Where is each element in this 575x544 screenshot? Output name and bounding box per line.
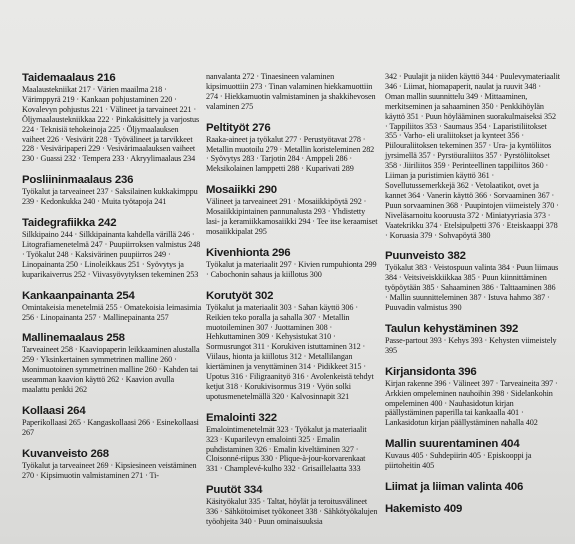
section-contents: Paperikollaasi 265 · Kangaskollaasi 266 · Esinekollaasi 267 bbox=[22, 417, 199, 437]
index-entry bbox=[385, 323, 560, 356]
index-entry bbox=[22, 217, 203, 280]
section-heading: Puunveisto 382 bbox=[385, 250, 466, 263]
section-contents: Silkkipaino 244 · Silkkipainanta kahdella värillä 246 · Litografiamenetelmä 247 · Puupiirroksen valmistus 248 · Työkalut 248 · Kaksivärinen puupiirros 249 · Linopainanta 250 · Linoleikkaus 251 · Syövytys ja kuparikaiverrus 252 · Viivasyövytyksen tekeminen 253 bbox=[22, 230, 201, 279]
index-entry bbox=[206, 72, 378, 112]
section-heading: Kuvanveisto 268 bbox=[22, 447, 109, 460]
section-contents: Maalaustekniikat 217 · Värien maailma 218 · Värimppyrä 219 · Kankaan pohjustaminen 220 · Kovalevyn pohjustus 221 · Välineet ja tarvaineet 221 · Öljymaalaustekniikkaa 222 · Pinkakäsittely ja varjostus 224 · Teknisiä tehokeinoja 225 · Öljymaalauksen vaiheet 226 · Vesivärit 228 · Työvälineet ja tarvikkeet 228 · Vesiväripaperi 229 · Vesivärimaalauksen vaiheet 230 · Guassi 232 · Tempera 233 · Akryylimaalaus 234 bbox=[22, 85, 200, 164]
index-column-1 bbox=[22, 72, 203, 544]
index-entry bbox=[206, 412, 378, 475]
section-contents: Tarveaineet 258 · Kaaviopaperin leikkaaminen alustalla 259 · Yksinkertainen symmetrinen malline 260 · Monimuotoinen symmetrinen malline 260 · Kahden tai useamman kaavion käyttö 262 · Kaavion avulla maalattu penkki 262 bbox=[22, 345, 200, 395]
index-entry bbox=[22, 174, 203, 207]
section-heading: Mallinemaalaus 258 bbox=[22, 332, 125, 345]
section-heading: Kollaasi 264 bbox=[22, 404, 86, 417]
index-entry bbox=[22, 72, 203, 164]
section-heading: Mosaiikki 290 bbox=[206, 184, 277, 197]
section-heading: Kankaanpainanta 254 bbox=[22, 289, 135, 302]
section-heading: Peltityöt 276 bbox=[206, 121, 271, 134]
section-contents: nanvalanta 272 · Tinaesineen valaminen kipsimuottiin 273 · Tinan valaminen hiekkamuottiin 274 · Hiekkamuotin valmistaminen ja shakkihevosen valaminen 275 bbox=[206, 72, 376, 111]
index-entry bbox=[22, 405, 203, 438]
index-entry bbox=[22, 290, 203, 323]
section-heading: Posliininmaalaus 236 bbox=[22, 174, 134, 187]
section-contents: Emalointimenetelmät 323 · Työkalut ja materiaalit 323 · Kuparilevyn emalointi 325 · Emalin puhdistaminen 326 · Emalin kiveltäminen 327 · Cloisonné-riipus 330 · Plique-à-jour-korvarenkaat 331 · Champlevé-kulho 332 · Grisaillelaatta 333 bbox=[206, 424, 367, 474]
section-contents: Välineet ja tarveaineet 291 · Mosaiikkipöytä 292 · Mosaiikkipintainen pannunalusta 293 · Yhdistetty lasi- ja keramiikkamosaiikki 294 · Tee itse keraamiset mosaiikkipalat 295 bbox=[206, 197, 378, 236]
section-heading: Liimat ja liiman valinta 406 bbox=[385, 481, 524, 494]
section-heading: Emalointi 322 bbox=[206, 411, 277, 424]
section-heading: Mallin suurentaminen 404 bbox=[385, 438, 520, 451]
index-entry bbox=[206, 484, 378, 527]
section-heading: Taidemaalaus 216 bbox=[22, 72, 116, 84]
section-contents: Kuvaus 405 · Suhdepiirin 405 · Episkooppi ja piirtoheitin 405 bbox=[385, 451, 532, 471]
index-column-3 bbox=[385, 72, 560, 544]
section-heading: Korutyöt 302 bbox=[206, 289, 274, 302]
index-entry bbox=[206, 184, 378, 237]
index-entry bbox=[206, 247, 378, 280]
section-contents: Käsityökalut 335 · Taltat, höylät ja teroitusvälineet 336 · Sähkötoimiset työkoneet 338 · Sähkötyökalujen työohjeita 340 · Puun ominaisuuksia bbox=[206, 497, 378, 527]
index-entry bbox=[206, 122, 378, 175]
index-entry bbox=[22, 332, 203, 395]
index-entry bbox=[22, 448, 203, 481]
section-heading: Kirjansidonta 396 bbox=[385, 365, 477, 378]
section-contents: Kirjan rakenne 396 · Välineet 397 · Tarveaineita 397 · Arkkien ompeleminen nauhoihin 398 · Sidelankohin ompeleminen 400 · Nauhasidotun kirjan päällystäminen paperilla tai kankaalla 401 · Lankasidotun kirjan päällystäminen nahalla 402 bbox=[385, 378, 558, 428]
index-entry bbox=[385, 438, 560, 471]
section-contents: Työkalut ja materiaalit 297 · Kivien rumpuhionta 299 · Cabochonin sahaus ja kiillotus 300 bbox=[206, 259, 377, 279]
section-heading: Taidegrafiikka 242 bbox=[22, 217, 117, 230]
section-contents: 342 · Puulajit ja niiden käyttö 344 · Puulevymateriaalit 346 · Liimat, hiomapaperit, naulat ja ruuvit 348 · Oman mallin suunnittelu 349 · Mittaaminen, merkitseminen ja sahaaminen 350 · Penkkihöylän käyttö 351 · Puun höylääminen suorakulmaiseksi 352 · Tappiliitos 353 · Saumaus 354 · Laparistiliitokset 355 · Varho- eli uraliitokset ja kynteet 356 · Piilouraliitoksen tekeminen 357 · Ura- ja kyntöliitos jyrsimellä 357 · Pyrstöuraliitos 357 · Pyrstöliitokset 358 · Jiiriliitos 359 · Perinteellinen tappiliitos 360 · Liiman ja puristimien käyttö 361 · Sovellutussemerkkejä 362 · Vetolaatikot, ovet ja kannet 364 · Vanerin käyttö 366 · Sorvaaminen 367 · Puun sorvaaminen 368 · Puupintojen viimeistely 370 · Niveläsarnoitu kooruusta 372 · Miniatyyriasia 373 · Vaatekrikku 374 · Etelsipulpetti 376 · Eteiskaappi 378 · Koruasia 379 · Sohvapöytä 380 bbox=[385, 72, 560, 240]
index-entry bbox=[385, 250, 560, 313]
section-contents: Työkalut ja materiaalit 303 · Sahan käyttö 306 · Reikien teko poralla ja sahalla 307 · Metallin muotoileminen 307 · Juottaminen 308 · Hehkuttaminen 309 · Kehysistukat 310 · Sormusrungot 311 · Korukiven istuttaminen 312 · Viilaus, hionta ja kiillotus 312 · Metallilangan kiertäminen ja venyttäminen 314 · Pidikkeet 315 · Upotus 316 · Filigraanityö 316 · Avolenkeistä tehdyt ketjut 318 · Korukivisormus 319 · Vyön solki upotusmenetelmällä 320 · Kalvosinnapit 321 bbox=[206, 302, 374, 401]
section-heading: Kivenhionta 296 bbox=[206, 246, 291, 259]
index-entry bbox=[385, 481, 560, 494]
section-contents: Työkalut ja tarveaineet 237 · Saksilainen kukkakimppu 239 · Kedonkukka 240 · Muita työtapoja 241 bbox=[22, 187, 198, 207]
section-contents: Omintakeisia menetelmiä 255 · Omatekoisia leimasimia 256 · Linopainanta 257 · Mallinepainanta 257 bbox=[22, 302, 202, 322]
index-column-2 bbox=[206, 72, 378, 544]
index-entry bbox=[385, 366, 560, 429]
section-contents: Raaka-aineet ja työkalut 277 · Perustyötavat 278 · Metallin muotoilu 279 · Metallin koristeleminen 282 · Syövytys 283 · Tarjotin 284 · Amppeli 286 · Meksikolainen lamppetti 288 · Kuparivati 289 bbox=[206, 134, 375, 174]
section-heading: Puutöt 334 bbox=[206, 484, 263, 497]
section-heading: Hakemisto 409 bbox=[385, 503, 463, 516]
index-entry bbox=[385, 72, 560, 240]
index-entry bbox=[206, 290, 378, 402]
section-contents: Passe-partout 393 · Kehys 393 · Kehysten viimeistely 395 bbox=[385, 335, 557, 355]
section-contents: Työkalut 383 · Veistospuun valinta 384 · Puun liimaus 384 · Veitsiveiskkiikkaa 385 · Puun kiinnittäminen työpöytään 385 · Sahaaminen 386 · Talttaaminen 386 · Mallin suunnitteleminen 387 · Istuva hahmo 387 · Puuvadin valmistus 390 bbox=[385, 263, 559, 313]
section-heading: Taulun kehystäminen 392 bbox=[385, 322, 519, 335]
index-entry bbox=[385, 503, 560, 516]
section-contents: Työkalut ja tarveaineet 269 · Kipsiesineen veistäminen 270 · Kipsimuotin valmistaminen 271 · Ti- bbox=[22, 460, 197, 480]
